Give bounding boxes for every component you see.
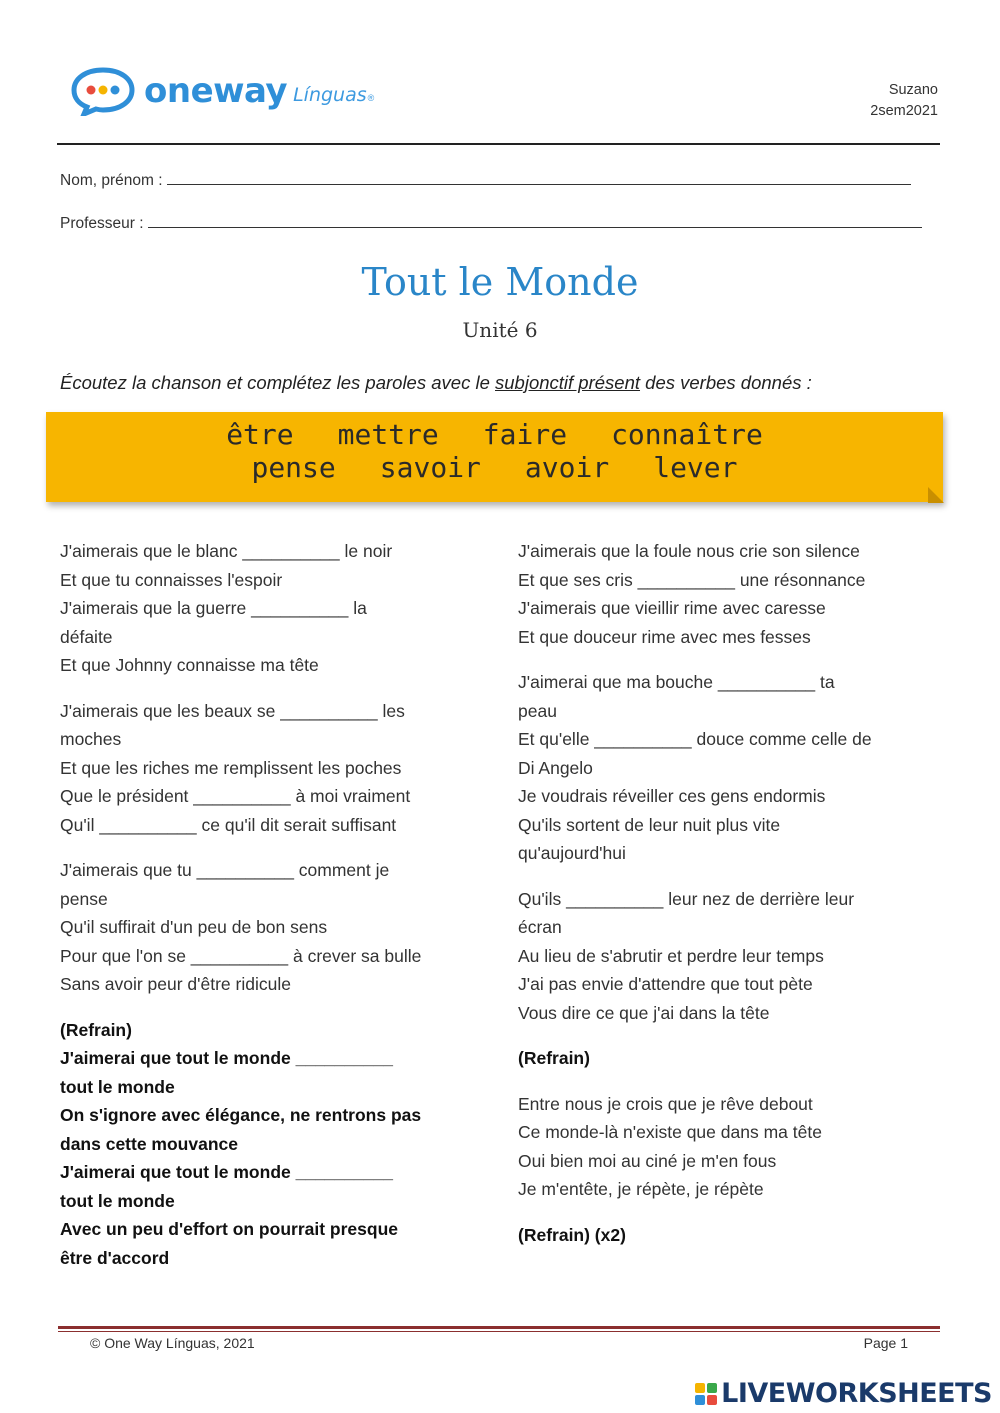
page-title: Tout le Monde	[361, 260, 639, 304]
lyric-line: Au lieu de s'abrutir et perdre leur temps	[518, 945, 824, 966]
page-number: Page 1	[863, 1335, 908, 1351]
lyric-line: défaite	[60, 626, 113, 647]
lyrics-column-left	[60, 537, 490, 1289]
lyric-line: tout le monde	[60, 1190, 175, 1211]
lyric-line: J'aimerais que tu __________ comment je	[60, 860, 390, 880]
logo-wordmark: oneway	[144, 71, 288, 111]
liveworksheets-text: LIVEWORKSHEETS	[721, 1378, 992, 1409]
logo-registered-mark: ®	[367, 93, 375, 103]
verb-word: faire	[482, 418, 568, 451]
name-label: Nom, prénom :	[60, 172, 163, 189]
lyric-line: Sans avoir peur d'être ridicule	[60, 974, 291, 994]
verb-word: lever	[653, 451, 738, 484]
instructions	[60, 372, 812, 394]
stanza	[518, 668, 938, 868]
lyric-line: Oui bien moi au ciné je m'en fous	[518, 1150, 777, 1171]
lyric-line: qu'aujourd'hui	[518, 843, 626, 863]
lyric-line: J'aimerais que les beaux se __________ les	[60, 700, 405, 721]
lyric-line: Avec un peu d'effort on pourrait presque	[60, 1219, 398, 1239]
lyric-line: Ce monde-là n'existe que dans ma tête	[518, 1122, 822, 1142]
lyric-line: J'aimerais que vieillir rime avec caresse	[518, 598, 826, 618]
lyric-line: J'ai pas envie d'attendre que tout pète	[518, 974, 813, 994]
footer-divider-thin	[58, 1331, 940, 1332]
lyric-line: Je voudrais réveiller ces gens endormis	[518, 786, 826, 806]
verb-word: avoir	[524, 451, 610, 484]
refrain-heading: (Refrain)	[518, 1048, 590, 1068]
copyright-text: © One Way Línguas, 2021	[90, 1335, 255, 1351]
verb-row-2	[46, 451, 943, 484]
lyric-line: J'aimerais que le blanc __________ le noir	[60, 541, 393, 561]
refrain-heading: (Refrain)	[60, 1019, 132, 1040]
stanza	[518, 885, 938, 1028]
lyric-line: J'aimerai que ma bouche __________ ta	[518, 672, 835, 692]
lyric-line: J'aimerai que tout le monde __________	[60, 1048, 393, 1068]
verb-word: savoir	[379, 451, 481, 484]
location-text: Suzano	[888, 82, 938, 98]
lyric-line: J'aimerai que tout le monde __________	[60, 1162, 393, 1182]
liveworksheets-icon	[695, 1383, 717, 1405]
speech-bubble-icon	[70, 66, 136, 116]
lyric-line: Et que ses cris __________ une résonnance	[518, 569, 866, 590]
stanza	[60, 537, 490, 680]
instructions-underlined: subjonctif présent	[495, 372, 641, 393]
lyric-line: On s'ignore avec élégance, ne rentrons pas	[60, 1105, 422, 1125]
lyric-line: Qu'ils __________ leur nez de derrière leur	[518, 888, 855, 909]
liveworksheets-watermark	[695, 1378, 992, 1409]
lyric-line: dans cette mouvance	[60, 1133, 238, 1154]
page-subtitle: Unité 6	[462, 318, 538, 342]
teacher-label: Professeur :	[60, 215, 144, 232]
lyric-line: Et que douceur rime avec mes fesses	[518, 626, 811, 647]
stanza	[518, 1090, 938, 1204]
lyric-line: J'aimerais que la foule nous crie son silence	[518, 541, 860, 561]
name-field	[60, 170, 911, 190]
lyric-line: Qu'il suffirait d'un peu de bon sens	[60, 917, 328, 937]
lyric-line: Pour que l'on se __________ à crever sa bulle	[60, 945, 422, 966]
verb-word: mettre	[337, 418, 439, 451]
oneway-logo	[70, 66, 374, 116]
lyric-line: Et que Johnny connaisse ma tête	[60, 655, 319, 675]
header-info	[870, 80, 938, 122]
lyric-line: Entre nous je crois que je rêve debout	[518, 1093, 813, 1114]
refrain-heading: (Refrain) (x2)	[518, 1224, 626, 1245]
lyric-line: tout le monde	[60, 1076, 175, 1097]
lyric-line: Et que tu connaisses l'espoir	[60, 569, 283, 590]
lyric-line: moches	[60, 729, 122, 749]
verb-banner	[46, 412, 943, 502]
lyric-line: Di Angelo	[518, 757, 593, 778]
banner-page-curl	[928, 487, 944, 503]
lyric-line: Qu'il __________ ce qu'il dit serait suffisant	[60, 814, 397, 835]
lyrics-column-right	[518, 537, 938, 1266]
lyric-line: Qu'ils sortent de leur nuit plus vite	[518, 814, 781, 835]
verb-row-1	[46, 418, 943, 451]
lyric-line: Que le président __________ à moi vraiment	[60, 786, 411, 806]
instructions-after: des verbes donnés :	[640, 372, 812, 393]
instructions-before: Écoutez la chanson et complétez les paroles avec le	[60, 372, 495, 393]
lyric-line: écran	[518, 917, 562, 937]
lyric-line: pense	[60, 888, 108, 909]
lyric-line: Et que les riches me remplissent les poches	[60, 757, 402, 778]
teacher-field	[60, 213, 922, 233]
verb-word: pense	[251, 451, 336, 484]
lyric-line: Je m'entête, je répète, je répète	[518, 1179, 764, 1199]
stanza	[60, 856, 490, 999]
lyric-line: être d'accord	[60, 1247, 170, 1268]
lyric-line: J'aimerais que la guerre __________ la	[60, 598, 367, 618]
stanza	[60, 697, 490, 840]
header-divider	[57, 143, 940, 145]
refrain-stanza	[60, 1016, 490, 1273]
footer-divider	[58, 1326, 940, 1329]
verb-word: être	[226, 418, 294, 451]
teacher-input-line[interactable]	[148, 213, 922, 228]
lyric-line: Et qu'elle __________ douce comme celle de	[518, 729, 872, 749]
verb-word: connaître	[611, 418, 763, 451]
logo-subtitle: Línguas	[293, 84, 367, 106]
lyric-line: peau	[518, 700, 557, 721]
stanza	[518, 537, 938, 651]
lyric-line: Vous dire ce que j'ai dans la tête	[518, 1002, 770, 1023]
name-input-line[interactable]	[167, 170, 911, 185]
semester-text: 2sem2021	[870, 103, 938, 119]
